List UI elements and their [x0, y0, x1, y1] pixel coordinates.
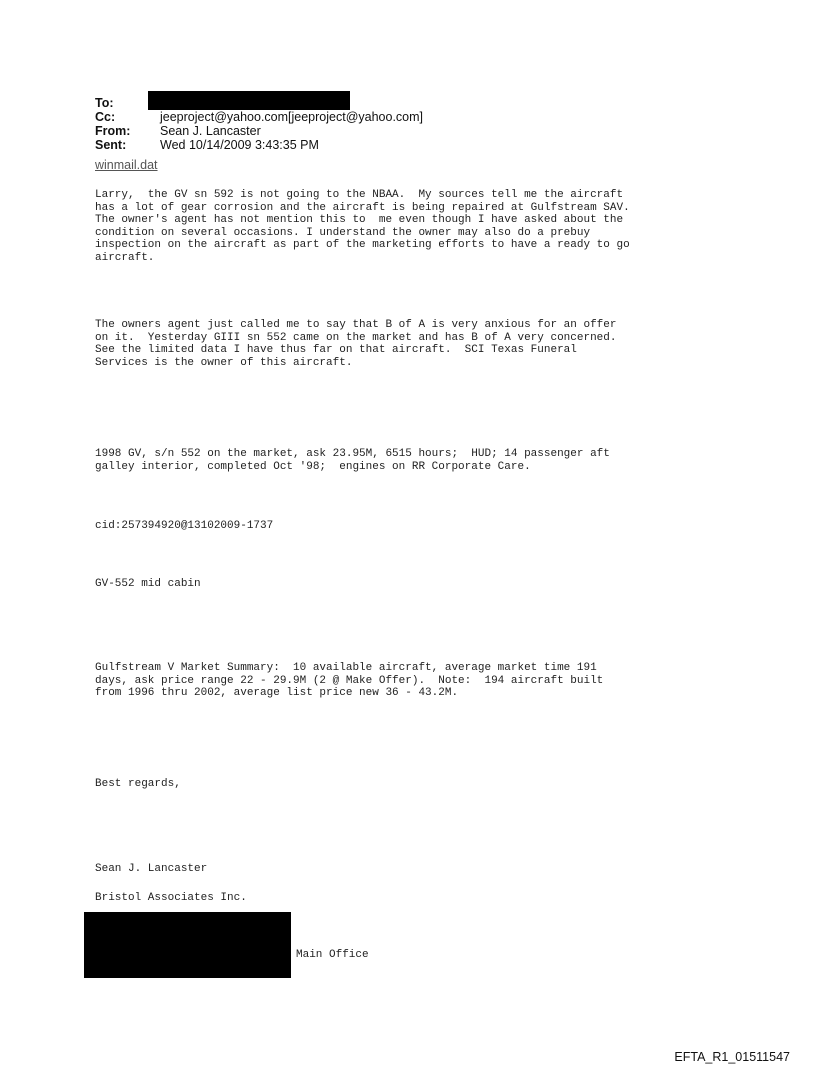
signature-name: Sean J. Lancaster: [95, 863, 208, 875]
signature-redaction: [84, 912, 291, 978]
from-label: From:: [95, 124, 131, 138]
to-redaction: [148, 91, 350, 110]
image-cid: cid:257394920@13102009-1737: [95, 520, 274, 532]
closing: Best regards,: [95, 778, 181, 790]
body-paragraph-3: 1998 GV, s/n 552 on the market, ask 23.95M, 6515 hours; HUD; 14 passenger aft galley interior, completed Oct '98; engines on RR Corporate Care.: [95, 448, 610, 473]
from-value: Sean J. Lancaster: [160, 124, 261, 138]
to-label: To:: [95, 96, 114, 110]
image-caption: GV-552 mid cabin: [95, 578, 201, 590]
document-id: EFTA_R1_01511547: [674, 1050, 790, 1064]
body-paragraph-1: Larry, the GV sn 592 is not going to the NBAA. My sources tell me the aircraft has a lot of gear corrosion and the aircraft is being repaired at Gulfstream SAV. The owner's agent has not mention this to me even though I have asked about the condition on several occasions. I understand the owner may also do a prebuy inspection on the aircraft as part of the marketing efforts to have a ready to go aircraft.: [95, 189, 630, 264]
cc-label: Cc:: [95, 110, 116, 124]
body-paragraph-2: The owners agent just called me to say that B of A is very anxious for an offer on it. Yesterday GIII sn 552 came on the market and has B of A very concerned. See the limited data I have thus far on that aircraft. SCI Texas Funeral Services is the owner of this aircraft.: [95, 319, 617, 369]
attachment-link[interactable]: winmail.dat: [95, 158, 158, 172]
body-paragraph-4: Gulfstream V Market Summary: 10 available aircraft, average market time 191 days, ask price range 22 - 29.9M (2 @ Make Offer). Note: 194 aircraft built from 1996 thru 2002, average list price new 36 - 43.2M.: [95, 662, 604, 699]
cc-value: jeeproject@yahoo.com[jeeproject@yahoo.com]: [160, 110, 424, 124]
signature-company: Bristol Associates Inc.: [95, 892, 247, 904]
sent-value: Wed 10/14/2009 3:43:35 PM: [160, 138, 319, 152]
sent-label: Sent:: [95, 138, 127, 152]
signature-office: Main Office: [296, 949, 369, 961]
